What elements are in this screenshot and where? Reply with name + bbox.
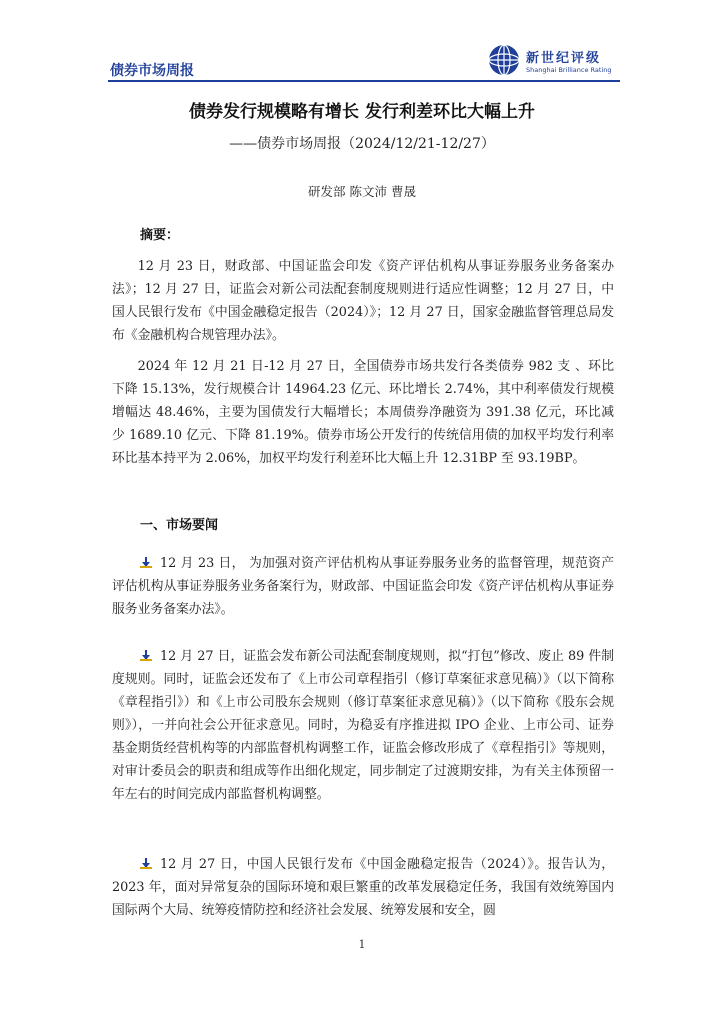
news-item xyxy=(112,552,614,621)
news-item-text: 12 月 27 日，证监会发布新公司法配套制度规则，拟“打包”修改、废止 89 件制度规则。同时，证监会还发布了《上市公司章程指引（修订草案征求意见稿）》（以下简称《章程指引》）和《上市公司股东会规则（修订草案征求意见稿）》（以下简称《股东会规则》），一并向社会公开征求意见。同时，为稳妥有序推进拟 IPO 企业、上市公司、证券基金期货经营机构等的内部监督机构调整工作，证监会修改形成了《章程指引》等规则，对审计委员会的职责和组成等作出细化规定，同步制定了过渡期安排，为有关主体预留一年左右的时间完成内部监督机构调整。 xyxy=(112,649,614,802)
header-divider xyxy=(108,80,620,82)
brand-logo xyxy=(488,44,618,80)
logo-chinese-name: 新世纪评级 xyxy=(526,51,602,66)
section-heading-market-news: 一、市场要闻 xyxy=(140,518,219,533)
header-section-title: 债券市场周报 xyxy=(110,63,194,79)
abstract-heading: 摘要： xyxy=(140,228,180,243)
abstract-paragraph: 12 月 23 日，财政部、中国证监会印发《资产评估机构从事证券服务业务备案办法》；12 月 27 日，证监会对新公司法配套制度规则进行适应性调整；12 月 27 日，中国人民银行发布《中国金融稳定报告（2024）》；12 月 27 日，国家金融监督管理总局发布《金融机构合规管理办法》。 xyxy=(112,259,614,343)
abstract-paragraph: 2024 年 12 月 21 日-12 月 27 日，全国债券市场共发行各类债券 982 支 、环比下降 15.13%，发行规模合计 14964.23 亿元、环比增长 2.74%，其中利率债发行规模增幅达 48.46%，主要为国债发行大幅增长；本周债券净融资为 391.38 亿元，环比减少 1689.10 亿元、下降 81.19%。债券市场公开发行的传统信用债的加权平均发行利率环比基本持平为 2.06%，加权平均发行利差环比大幅上升 12.31BP 至 93.19BP。 xyxy=(112,359,614,466)
document-title: 债券发行规模略有增长 发行利差环比大幅上升 xyxy=(189,102,535,122)
arrow-bullet-icon xyxy=(140,649,152,661)
globe-logo-icon xyxy=(488,44,520,76)
news-item xyxy=(112,853,614,922)
news-item xyxy=(112,645,614,806)
news-item-text: 12 月 27 日，中国人民银行发布《中国金融稳定报告（2024）》。报告认为，2023 年，面对异常复杂的国际环境和艰巨繁重的改革发展稳定任务，我国有效统筹国内国际两个大局、统筹疫情防控和经济社会发展、统筹发展和安全，圆 xyxy=(112,857,614,918)
news-item-text: 12 月 23 日， 为加强对资产评估机构从事证券服务业务的监督管理，规范资产评估机构从事证券服务业务备案行为，财政部、中国证监会印发《资产评估机构从事证券服务业务备案办法》。 xyxy=(112,556,614,617)
arrow-bullet-icon xyxy=(140,556,152,568)
document-subtitle: ——债券市场周报（2024/12/21-12/27） xyxy=(229,136,495,152)
document-authors: 研发部 陈文沛 曹晟 xyxy=(308,184,416,199)
logo-english-name: Shanghai Brilliance Rating xyxy=(526,66,612,74)
arrow-bullet-icon xyxy=(140,857,152,869)
page-number: 1 xyxy=(358,938,366,951)
